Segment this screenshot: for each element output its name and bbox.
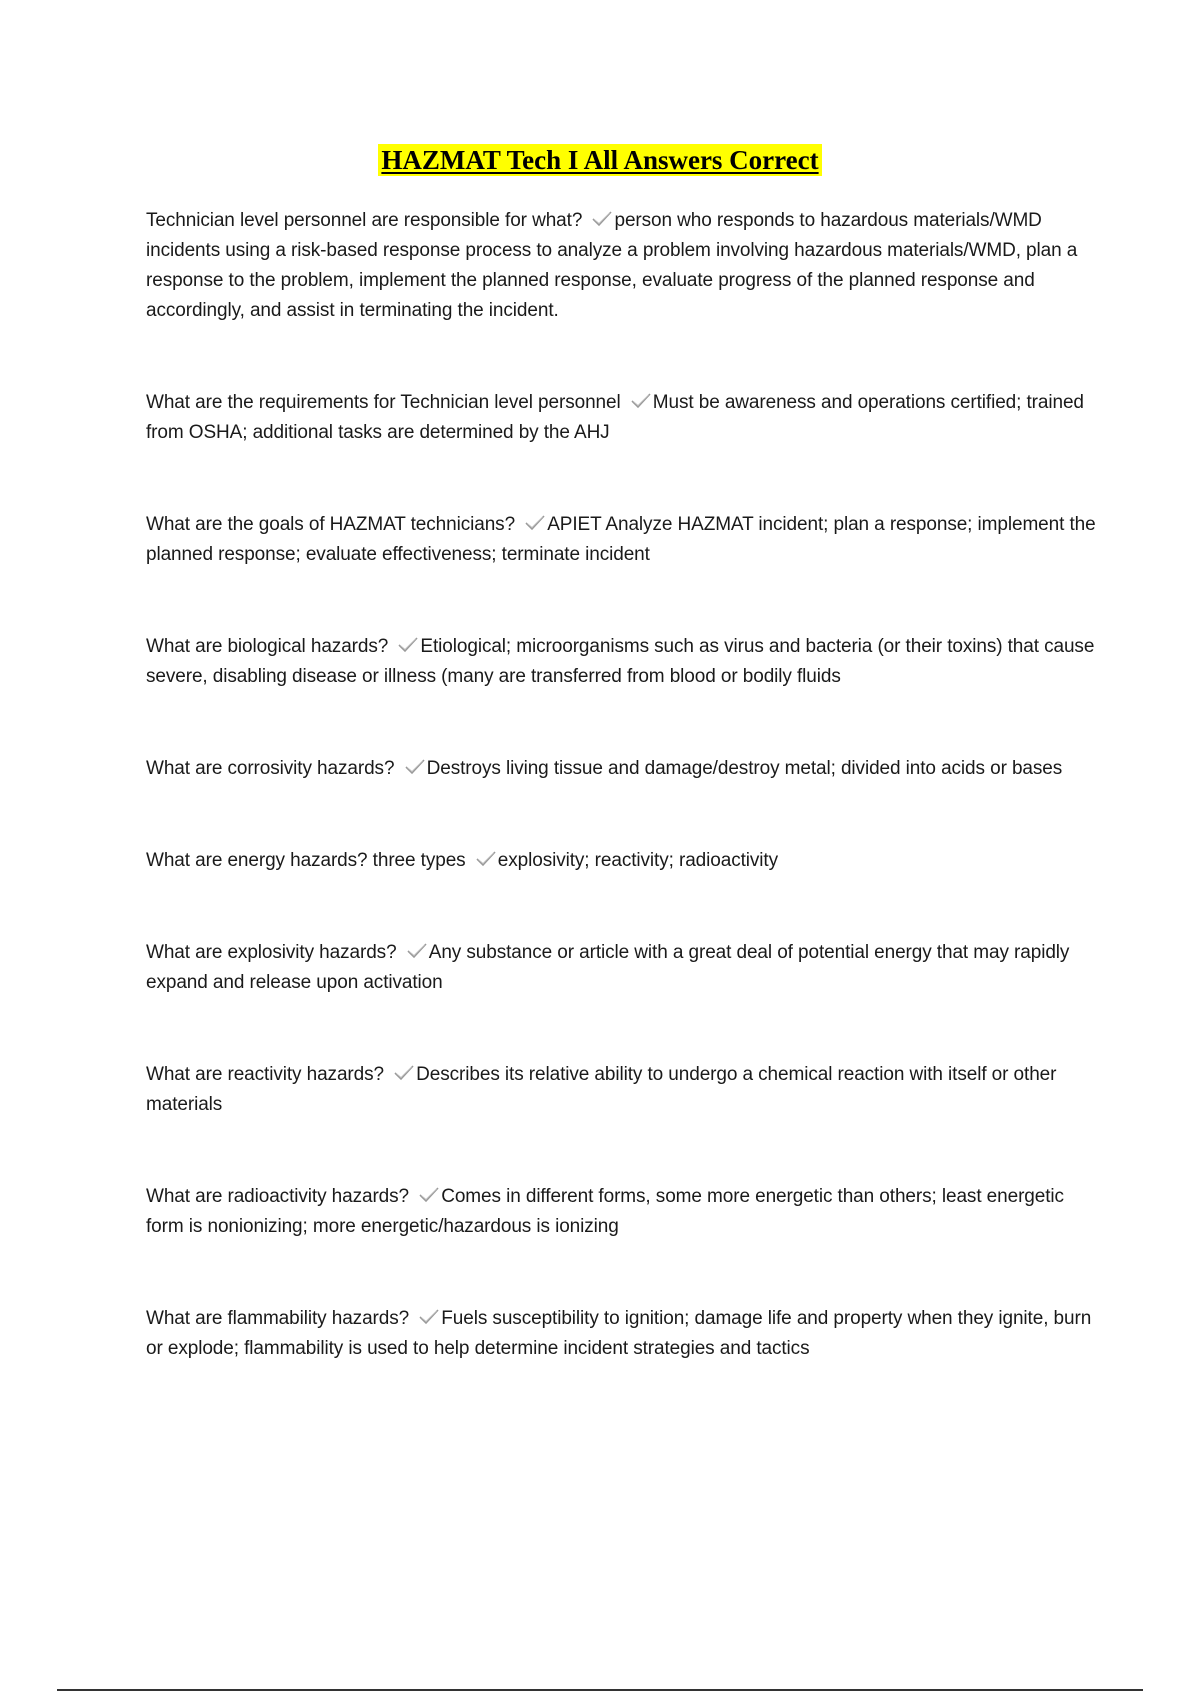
check-mark-icon bbox=[418, 1186, 440, 1204]
answer-text: Destroys living tissue and damage/destroy metal; divided into acids or bases bbox=[426, 758, 1063, 779]
check-mark-icon bbox=[406, 942, 428, 960]
qa-item bbox=[146, 1060, 1096, 1120]
qa-item bbox=[146, 206, 1096, 326]
answer-text: Any substance or article with a great deal of potential energy that may rapidly expand and release upon activation bbox=[146, 942, 1070, 993]
question-text: What are biological hazards? bbox=[146, 636, 389, 657]
qa-item bbox=[146, 1182, 1096, 1242]
question-text: What are reactivity hazards? bbox=[146, 1064, 384, 1085]
page-bottom-rule bbox=[57, 1689, 1143, 1691]
check-mark-icon bbox=[404, 758, 426, 776]
answer-text: Etiological; microorganisms such as virus and bacteria (or their toxins) that cause severe, disabling disease or illness (many are transferred from blood or bodily fluids bbox=[146, 636, 1095, 687]
document-title: HAZMAT Tech I All Answers Correct bbox=[378, 144, 821, 176]
answer-text: person who responds to hazardous materials/WMD incidents using a risk-based response process to analyze a problem involving hazardous materials/WMD, plan a response to the problem, implement the planned response, evaluate progress of the planned response and accordingly, and assist in terminating the incident. bbox=[146, 210, 1078, 321]
check-mark-icon bbox=[418, 1308, 440, 1326]
answer-text: APIET Analyze HAZMAT incident; plan a response; implement the planned response; evaluate effectiveness; terminate incident bbox=[146, 514, 1096, 565]
check-mark-icon bbox=[475, 850, 497, 868]
answer-text: Fuels susceptibility to ignition; damage life and property when they ignite, burn or explode; flammability is used to help determine incident strategies and tactics bbox=[146, 1308, 1092, 1359]
qa-item bbox=[146, 388, 1096, 448]
answer-text: Describes its relative ability to undergo a chemical reaction with itself or other materials bbox=[146, 1064, 1057, 1115]
check-mark-icon bbox=[397, 636, 419, 654]
answer-text: explosivity; reactivity; radioactivity bbox=[497, 850, 779, 871]
question-text: What are flammability hazards? bbox=[146, 1308, 410, 1329]
check-mark-icon bbox=[630, 392, 652, 410]
check-mark-icon bbox=[591, 210, 613, 228]
qa-item bbox=[146, 510, 1096, 570]
qa-item bbox=[146, 846, 1096, 876]
question-text: What are corrosivity hazards? bbox=[146, 758, 395, 779]
answer-text: Must be awareness and operations certified; trained from OSHA; additional tasks are determined by the AHJ bbox=[146, 392, 1084, 443]
qa-item bbox=[146, 754, 1096, 784]
check-mark-icon bbox=[393, 1064, 415, 1082]
title-container bbox=[0, 144, 1200, 176]
question-text: What are the requirements for Technician level personnel bbox=[146, 392, 621, 413]
qa-item bbox=[146, 632, 1096, 692]
question-text: What are energy hazards? three types bbox=[146, 850, 466, 871]
question-text: What are radioactivity hazards? bbox=[146, 1186, 410, 1207]
question-text: What are explosivity hazards? bbox=[146, 942, 397, 963]
check-mark-icon bbox=[524, 514, 546, 532]
qa-list bbox=[146, 206, 1096, 1364]
qa-item bbox=[146, 938, 1096, 998]
question-text: What are the goals of HAZMAT technicians? bbox=[146, 514, 516, 535]
question-text: Technician level personnel are responsible for what? bbox=[146, 210, 583, 231]
answer-text: Comes in different forms, some more energetic than others; least energetic form is nonionizing; more energetic/hazardous is ionizing bbox=[146, 1186, 1064, 1237]
qa-item bbox=[146, 1304, 1096, 1364]
